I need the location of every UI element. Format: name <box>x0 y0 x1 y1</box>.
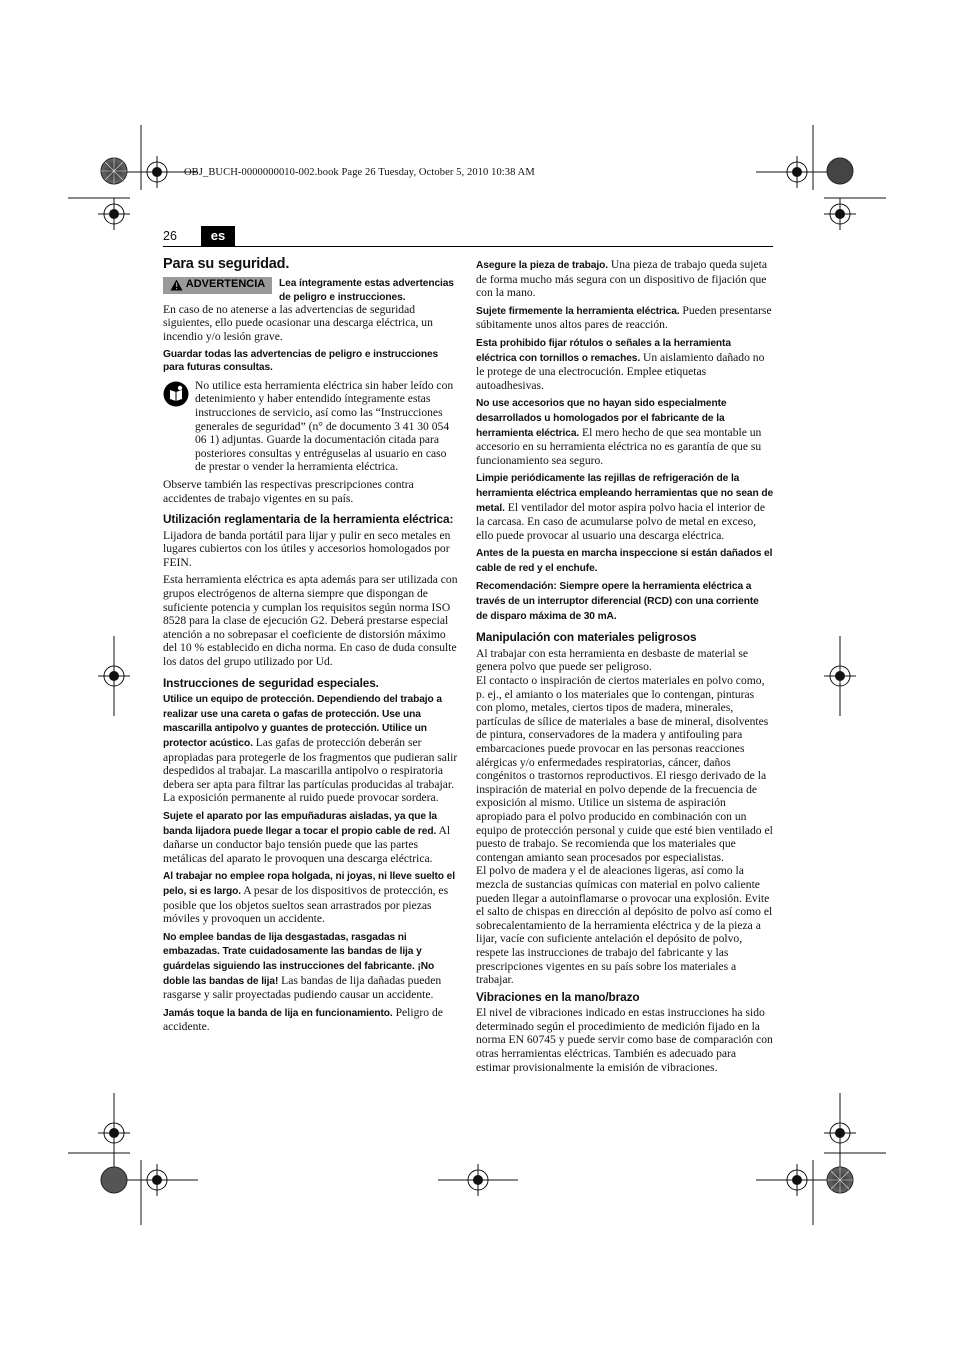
hazard-p2: El contacto o inspiración de ciertos materiales en polvo como, p. ej., el amianto o los materiales que lo contengan, pinturas con plomo, metales, ciertos tipos de madera, minerales, partículas de sílice de materiales a base de mineral, disolventes de pintura, conservadores de la madera y antifouling para embarcaciones puede provocar en las personas reacciones alérgicas y/o enfermedades respiratorias, cáncer, daños congénitos o trastornos reproductivos. El riesgo derivado de la inspiración de material en polvo depende de la frecuencia de exposición al mismo. Utilice un sistema de aspiración apropiado para el polvo producido en combinación con un equipo de protección personal y cuide que esté bien ventilado el puesto de trabajo. Se recomienda que los materiales que contengan amianto sean procesados por especialistas. <box>476 674 773 864</box>
intended-use-p2: Esta herramienta eléctrica es apta además para ser utilizada con grupos electrógenos de alterna siempre que dispongan de suficiente potencia y cumplan los requisitos según norma ISO 8528 para la clase de ejecución G2. Deberá prestarse especial atención a no sobrepasar el coeficiente de distorsión máximo del 10 % establecido en dicha norma. En caso de duda consulte los datos del grupo utilizado por Ud. <box>163 573 458 669</box>
right-rule-6 <box>476 579 773 623</box>
warning-badge-label: ADVERTENCIA <box>185 278 266 291</box>
left-rule-0-bold: Utilice un equipo de protección. Dependiendo del trabajo a realizar use una careta o gafas de protección. Use una mascarilla antipolvo y guantes de protección. Utilice un protector acústico. <box>163 694 442 749</box>
right-rule-6-bold: Recomendación: Siempre opere la herramienta eléctrica a través de un interruptor diferencial (RCD) con una corriente de disparo máxima de 30 mA. <box>476 581 759 622</box>
warning-lead-bold: Lea íntegramente estas advertencias de peligro e instrucciones. <box>279 277 454 304</box>
left-rule-1 <box>163 809 458 865</box>
left-rule-1-bold: Sujete el aparato por las empuñaduras aisladas, ya que la banda lijadora puede llegar a tocar el propio cable de red. <box>163 810 437 837</box>
warning-lead <box>279 276 458 305</box>
right-rule-1 <box>476 304 773 332</box>
manual-text: No utilice esta herramienta eléctrica sin haber leído con detenimiento y haber entendido íntegramente estas instrucciones de servicio, así como las “Instrucciones generales de seguridad” (n° de documento 3 41 30 054 06 1) adjuntas. Guarde la documentación citada para posteriores consultas y entréguselas al usuario en caso de prestar o vender la herramienta eléctrica. <box>195 378 454 474</box>
left-rule-2-text: A pesar de los dispositivos de protección, es posible que los objetos sueltos sean arrastrados por piezas móviles y provoquen un accidente. <box>163 883 449 926</box>
right-rule-3-bold: No use accesorios que no hayan sido especialmente desarrollados u homologados por el fabricante de la herramienta eléctrica. <box>476 398 727 439</box>
observe-text: Observe también las respectivas prescripciones contra accidentes de trabajo vigentes en su país. <box>163 477 414 505</box>
manual-block <box>163 379 458 478</box>
section-title: Para su seguridad. <box>163 256 290 272</box>
print-slug: OBJ_BUCH-0000000010-002.book Page 26 Tuesday, October 5, 2010 10:38 AM <box>184 167 535 178</box>
right-rule-4-bold: Limpie periódicamente las rejillas de refrigeración de la herramienta eléctrica empleando herramientas que no sean de metal. <box>476 473 774 514</box>
warning-triangle-icon <box>170 279 183 291</box>
right-rule-2-text: Un aislamiento dañado no le protege de una electrocución. Emplee etiquetas autoadhesivas. <box>476 350 765 392</box>
keep-instructions: Guardar todas las advertencias de peligro e instrucciones para futuras consultas. <box>163 348 439 374</box>
left-rule-1-text: Al dañarse un conductor bajo tensión puede que las partes metálicas del aparato le provoquen una descarga eléctrica. <box>163 823 451 865</box>
hazard-p3: El polvo de madera y el de aleaciones ligeras, así como la mezcla de sustancias químicas con material en polvo caliente pueden llegar a autoinflamarse o provocar una explosión. Evite el salto de chispas en dirección al depósito de polvo así como el sobrecalentamiento de la herramienta eléctrica y de la pieza a lijar, vacíe con suficiente antelación el depósito de polvo, respete las instrucciones de trabajo del fabricante y las prescripciones vigentes en su país sobre los materiales a trabajar. <box>476 864 773 987</box>
hazard-p1: Al trabajar con esta herramienta en desbaste de material se genera polvo que puede ser peligroso. <box>476 646 749 674</box>
right-rule-2 <box>476 336 773 392</box>
right-rule-3 <box>476 396 773 467</box>
language-tab: es <box>201 226 235 246</box>
vibration-text: El nivel de vibraciones indicado en estas instrucciones ha sido determinado según el procedimiento de medición fijado en la norma EN 60745 y puede servir como base de comparación con otras herramientas eléctricas. También es adecuado para estimar provisionalmente la emisión de vibraciones. <box>476 1006 773 1074</box>
warning-block <box>163 276 458 305</box>
left-rule-0 <box>163 692 458 805</box>
warning-rest: En caso de no atenerse a las advertencias de seguridad siguientes, ello puede ocasionar una descarga eléctrica, un incendio y/o lesión grave. <box>163 302 433 343</box>
right-rule-0-bold: Asegure la pieza de trabajo. <box>476 260 608 271</box>
right-rule-5-bold: Antes de la puesta en marcha inspeccione si están dañados el cable de red y el enchufe. <box>476 548 773 574</box>
left-rule-3-bold: No emplee bandas de lija desgastadas, rasgadas ni embazadas. Trate cuidadosamente las bandas de lija y guárdelas siguiendo las instrucciones del fabricante. ¡No doble las bandas de lija! <box>163 931 435 987</box>
right-rule-0-text: Una pieza de trabajo queda sujeta de forma mucho más segura con un dispositivo de fijación que con la mano. <box>476 258 767 300</box>
read-manual-icon <box>163 381 189 407</box>
left-rule-4-text: Peligro de accidente. <box>163 1005 443 1034</box>
page-number: 26 <box>163 229 177 243</box>
intended-use-heading: Utilización reglamentaria de la herramienta eléctrica: <box>163 512 454 527</box>
right-rule-2-bold: Esta prohibido fijar rótulos o señales a la herramienta eléctrica con tornillos o remaches. <box>476 337 731 364</box>
right-rule-1-text: Pueden presentarse súbitamente unos altos pares de reacción. <box>476 303 772 332</box>
header-rule <box>163 246 773 247</box>
left-rule-2-bold: Al trabajar no emplee ropa holgada, ni joyas, ni lleve suelto el pelo, si es largo. <box>163 871 455 897</box>
right-rule-1-bold: Sujete firmemente la herramienta eléctrica. <box>476 305 680 317</box>
right-rule-4-text: El ventilador del motor aspira polvo hacia el interior de la carcasa. En caso de acumularse polvo de metal en exceso, ello puede provocar al usuario una descarga eléctrica. <box>476 500 765 542</box>
left-rule-3-text: Las bandas de lija dañadas pueden rasgarse y salir proyectadas pudiendo causar un accidente. <box>163 973 442 1002</box>
left-column <box>163 258 458 1038</box>
intended-use-p1: Lijadora de banda portátil para lijar y pulir en seco metales en lugares cubiertos con los útiles y accesorios homologados por FEIN. <box>163 528 451 569</box>
right-column <box>476 258 773 1078</box>
right-rule-5 <box>476 546 773 575</box>
right-rule-4 <box>476 471 773 542</box>
right-rule-3-text: El mero hecho de que sea montable un accesorio en su herramienta eléctrica no es garantía de que su funcionamiento sea seguro. <box>476 425 762 467</box>
right-rule-0 <box>476 258 773 300</box>
left-rule-4-bold: Jamás toque la banda de lija en funcionamiento. <box>163 1007 393 1019</box>
vibration-heading: Vibraciones en la mano/brazo <box>476 989 640 1004</box>
warning-badge <box>163 277 272 294</box>
special-instructions-heading: Instrucciones de seguridad especiales. <box>163 675 379 690</box>
left-rule-4 <box>163 1006 458 1034</box>
left-rule-0-text: Las gafas de protección deberán ser apropiadas para protegerle de los fragmentos que pudieran salir despedidos al trabajar. La mascarilla antipolvo o respiratoria debera ser apta para filtrar las partículas producidas al trabajar. La exposición permanente al ruido puede provocar sordera. <box>163 736 458 805</box>
left-rule-3 <box>163 930 458 1002</box>
hazard-heading: Manipulación con materiales peligrosos <box>476 630 697 645</box>
left-rule-2 <box>163 869 458 925</box>
